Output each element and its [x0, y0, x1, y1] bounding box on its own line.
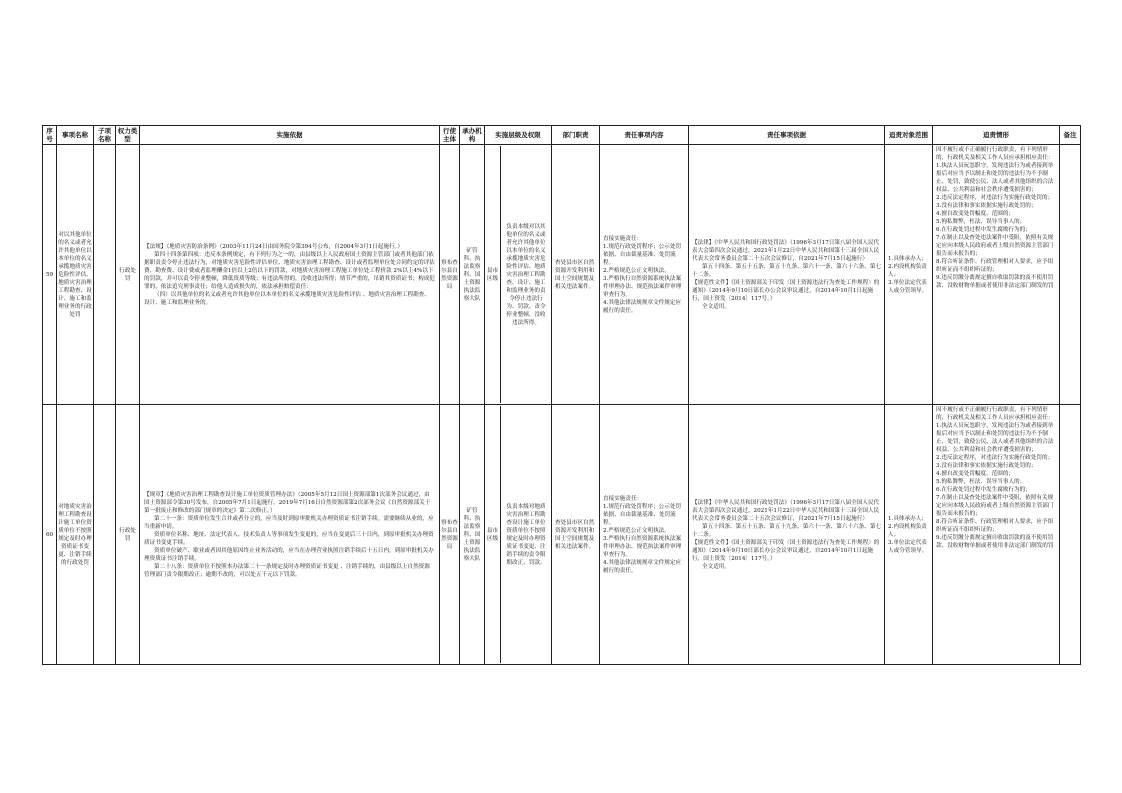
basis-para: （四）以其他单位的名义或者允许其他单位以本单位的名义承揽地质灾害危险性评估 、地质灾害治理工程勘查、设计、施工和监理业务的。 — [144, 291, 430, 306]
situation-line: 2.违反法定程序，对违法行为实施行政处罚的； — [936, 455, 1054, 461]
row-level: 县市区级 — [485, 146, 501, 403]
situation-line: 9.违反罚缴分离规定擅自收取罚款的及不使用罚款、没收财物单据或者使用非法定部门制发的罚 — [936, 275, 1054, 289]
header-subject: 行使主体 — [440, 126, 460, 145]
document-page — [42, 125, 1080, 665]
content-line: 直接实施责任： — [603, 235, 643, 242]
situation-line: 1.执法人员玩忽职守，发现违法行为或者接到举报后对应当予以制止和处罚的违法行为不予制止、处罚，致使公民、法人或者其他组织的合法权益、公共利益和社会秩序遭受损害的； — [936, 163, 1054, 193]
row-item-name: 对以其他单位的名义或者允许其他单位以本单位的名义承揽地质灾害危险性评估、地质灾害治理工程勘查、设计、施工和监理业务的行政处罚 — [57, 145, 94, 405]
situation-line: 1.执法人员玩忽职守，发现违法行为或者接到举报后对应当予以制止和处罚的违法行为不予制止、处罚，致使公民、法人或者其他组织的合法权益、公共利益和社会秩序遭受损害的； — [936, 423, 1054, 453]
scope-line: 2.内设机构负责人； — [888, 263, 927, 278]
header-scope: 追责对象范围 — [885, 126, 933, 145]
row-dept: 查处县市区自然资源开发利用和国土空间规划及相关违法案件。 — [552, 405, 600, 665]
rbasis-para: 第五十四条、第五十五条、第五十九条、第六十一条、第六十六条、第七十二条。 — [692, 523, 882, 538]
rbasis-para: 【法律】《中华人民共和国行政处罚法》（1996年3月17日第八届全国人民代表大会第四次会议通过，2021年1月22日中华人民共和国第十三届全国人民代表大会常务委员会第二十五次会议修订，自2021年7月15日起施行） — [692, 499, 880, 522]
content-line: 直接实施责任： — [603, 495, 643, 502]
situation-line: 7.在制止以及查处违法案件中受阻，依照有关规定应向本级人民政府或者上级自然资源主管部门报告而未报告的； — [936, 495, 1054, 517]
header-note: 备注 — [1060, 126, 1081, 145]
row-level-cell — [485, 405, 552, 665]
basis-para: 【法规】《地质灾害防治条例》（2003年11月24日由国务院令第394号公布，自2004年3月1日起施行。） — [144, 243, 404, 250]
situation-line: 8.符合听证条件、行政管理相对人要求，应予组织听证而不组织听证的； — [936, 519, 1054, 533]
header-sub: 子项名称 — [94, 126, 116, 145]
scope-line: 3.单位法定代表人或分管领导。 — [888, 539, 928, 554]
row-scope — [885, 145, 933, 405]
header-basis: 实施依据 — [140, 126, 440, 145]
header-level: 实施层级及权限 — [485, 126, 552, 145]
situation-line: 5.徇私舞弊，枉法、误导当事人的； — [936, 219, 1026, 225]
row-agency: 矿管科、执法监察科、国土资源执法监察大队 — [460, 145, 485, 405]
header-dept: 部门职责 — [552, 126, 600, 145]
header-content: 责任事项内容 — [600, 126, 689, 145]
scope-line: 1.具体承办人； — [888, 515, 927, 522]
header-situations: 追责情形 — [933, 126, 1060, 145]
row-scope — [885, 405, 933, 665]
situation-line: 6.在行政处罚过程中发生腐败行为的； — [936, 227, 1031, 233]
row-power-type: 行政处罚 — [116, 145, 140, 405]
basis-para: 第二十八条：资质单位不按照本办法第二十一条规定及时办理资质证书变更 、注销手续的，由县级以上自然资源管理部门责令限期改正；逾期不改的，可以处五千元以下罚款。 — [144, 563, 430, 578]
situation-line: 3.没有法律和事实依据实施行政处罚的； — [936, 463, 1037, 469]
row-content — [600, 405, 689, 665]
header-type: 权力类型 — [116, 126, 140, 145]
scope-line: 2.内设机构负责人； — [888, 523, 927, 538]
row-subject: 察布查尔县自然资源局 — [440, 145, 460, 405]
row-situations — [933, 145, 1060, 405]
situation-line: 8.符合听证条件、行政管理相对人要求，应予组织听证而不组织听证的； — [936, 259, 1054, 273]
row-sub-item — [94, 405, 116, 665]
table-row — [43, 405, 1081, 665]
rbasis-para: 【法律】《中华人民共和国行政处罚法》（1996年3月17日第八届全国人民代表大会第四次会议通过，2021年1月22日中华人民共和国第十三届全国人民代表大会常务委员会第二十五次会议修订，自2021年7月15日起施行） — [692, 239, 880, 262]
situation-line: 4.擅自改变处罚幅度、范围的； — [936, 471, 1015, 477]
situation-line: 因不履行或不正确履行行政职责，有下列情形的，行政机关及相关工作人员应承担相应责任： — [936, 407, 1054, 421]
table-row — [43, 145, 1081, 405]
row-level: 县市区级 — [485, 406, 501, 663]
content-line: 2.严格规范公正文明执法。 — [603, 267, 670, 274]
row-level-cell — [485, 145, 552, 405]
basis-para: 【规章】《地质灾害治理工程勘查设计施工单位资质管理办法》（2005年5月12日国土资源部第1次部务会议通过，由国土资源部令第30号发布，自2005年7月1日起施行，2019年7月16日自然资源部第2次部务会议《自然资源部关于第一批废止和修改的部门规章的决定》第二次修正。） — [144, 491, 431, 514]
situation-line: 7.在制止以及查处违法案件中受阻，依照有关规定应向本级人民政府或者上级自然资源主管部门报告而未报告的； — [936, 235, 1054, 257]
row-basis — [140, 145, 440, 405]
content-line: 2.严格规范公正文明执法。 — [603, 527, 670, 534]
header-rbasis: 责任事项依据 — [689, 126, 885, 145]
row-duty: 负责本级对地质灾害治理工程勘查设计施工单位资质单位不按照规定及时办理资质证书变更、注销手续的责令限期改正、罚款。 — [506, 503, 546, 566]
row-responsibility-basis — [689, 405, 885, 665]
basis-para: 资质单位名称、地址、法定代表人、技术负责人等事项发生变更的，应当在变更后三十日内，到原审批机关办理资质证书变更手续。 — [144, 531, 434, 546]
row-item-name: 对地质灾害治理工程勘查设计施工单位资质单位不按照规定及时办理资质证书变更、注销手续的行政处罚 — [57, 405, 94, 665]
content-line: 1.规范行政处罚程序；公示处罚依据、自由裁量基准、处罚流程。 — [603, 503, 682, 526]
content-line: 3.严格执行自然资源系统执法案件审理办法、规范执法案件审理审查行为。 — [603, 275, 682, 298]
row-situations — [933, 405, 1060, 665]
row-dept: 查处县市区自然资源开发利用和国土空间规划及相关违法案件。 — [552, 145, 600, 405]
rbasis-para: 全文适用。 — [702, 303, 730, 310]
row-duty: 负责本级对以其他单位的名义或者允许其他单位以本单位的名义承揽地质灾害危险性评估、地质灾害治理工程勘查、设计、施工和监理业务的责令停止违法行为、罚款、责令停业整顿、没收违法所得。 — [506, 223, 546, 326]
content-line: 1.规范行政处罚程序；公示处罚依据、自由裁量基准、处罚流程。 — [603, 243, 682, 266]
basis-para: 资质单位破产、歇业或者因其他原因终止业务活动的，应当在办理营业执照注销手续后十五日内，到原审批机关办理资质证书注销手续。 — [144, 547, 434, 562]
rbasis-para: 【规范性文件】《国土资源部关于印发〈国土资源违法行为查处工作规程〉的通知》（2014年9月10日部长办公会议审议通过，自2014年10月1日起施行，国土资发〔2014〕117号。） — [692, 279, 880, 302]
situation-line: 2.违反法定程序，对违法行为实施行政处罚的； — [936, 195, 1054, 201]
row-content — [600, 145, 689, 405]
row-sub-item — [94, 145, 116, 405]
situation-line: 因不履行或不正确履行行政职责，有下列情形的，行政机关及相关工作人员应承担相应责任： — [936, 147, 1054, 161]
rbasis-para: 【规范性文件】《国土资源部关于印发〈国土资源违法行为查处工作规程〉的通知》（2014年9月10日部长办公会议审议通过，自2014年10月1日起施行，国土资发〔2014〕117号。） — [692, 539, 880, 562]
situation-line: 9.违反罚缴分离规定擅自收取罚款的及不使用罚款、没收财物单据或者使用非法定部门制发的罚 — [936, 535, 1054, 549]
basis-para: 第四十四条第四项：违反本条例规定，有下列行为之一的，由县级以上人民政府国土资源主管部门或者其他部门依据职责责令停止违法行为，对地质灾害危险性评估单位、地质灾害治理工程勘查、设计或者监理单位处合同约定的评估费、勘查费、设计费或者监理酬金1倍以上2倍以下的罚款，对地质灾害治理工程施工单位处工程价款 2%以上4%以下的罚款，并可以责令停业整顿，降低资质等级；有违法所得的，没收违法所得；情节严重的，吊销其资质证书；构成犯罪的，依法追究刑事责任；给他人造成损失的，依法承担赔偿责任： — [144, 251, 435, 290]
basis-para: 第二十一条：资质单位发生合并或者分立的，应当及时到原审批机关办理资质证书注销手续。需要继续从业的，应当重新申请。 — [144, 515, 434, 530]
responsibility-table — [42, 125, 1081, 665]
row-subject: 察布查尔县自然资源局 — [440, 405, 460, 665]
row-note — [1060, 145, 1081, 405]
row-agency: 矿管科、执法监察科、国土资源执法监察大队 — [460, 405, 485, 665]
row-power-type: 行政处罚 — [116, 405, 140, 665]
header-name: 事项名称 — [57, 126, 94, 145]
row-basis — [140, 405, 440, 665]
rbasis-para: 全文适用。 — [702, 563, 730, 570]
rbasis-para: 第五十四条、第五十五条、第五十九条、第六十一条、第六十六条、第七十二条。 — [692, 263, 882, 278]
header-agency: 承办机构 — [460, 126, 485, 145]
situation-line: 6.在行政处罚过程中发生腐败行为的； — [936, 487, 1031, 493]
header-seq: 序号 — [43, 126, 57, 145]
row-seq: 59 — [43, 145, 57, 405]
content-line: 4.其他法律法规规章文件规定应履行的责任。 — [603, 299, 682, 314]
row-seq: 60 — [43, 405, 57, 665]
situation-line: 4.擅自改变处罚幅度、范围的； — [936, 211, 1015, 217]
table-header-row — [43, 126, 1081, 145]
row-responsibility-basis — [689, 145, 885, 405]
scope-line: 1.具体承办人； — [888, 255, 927, 262]
situation-line: 5.徇私舞弊，枉法、误导当事人的； — [936, 479, 1026, 485]
situation-line: 3.没有法律和事实依据实施行政处罚的； — [936, 203, 1037, 209]
content-line: 3.严格执行自然资源系统执法案件审理办法、规范执法案件审理审查行为。 — [603, 535, 682, 558]
row-note — [1060, 405, 1081, 665]
content-line: 4.其他法律法规规章文件规定应履行的责任。 — [603, 559, 682, 574]
scope-line: 3.单位法定代表人或分管领导。 — [888, 279, 928, 294]
